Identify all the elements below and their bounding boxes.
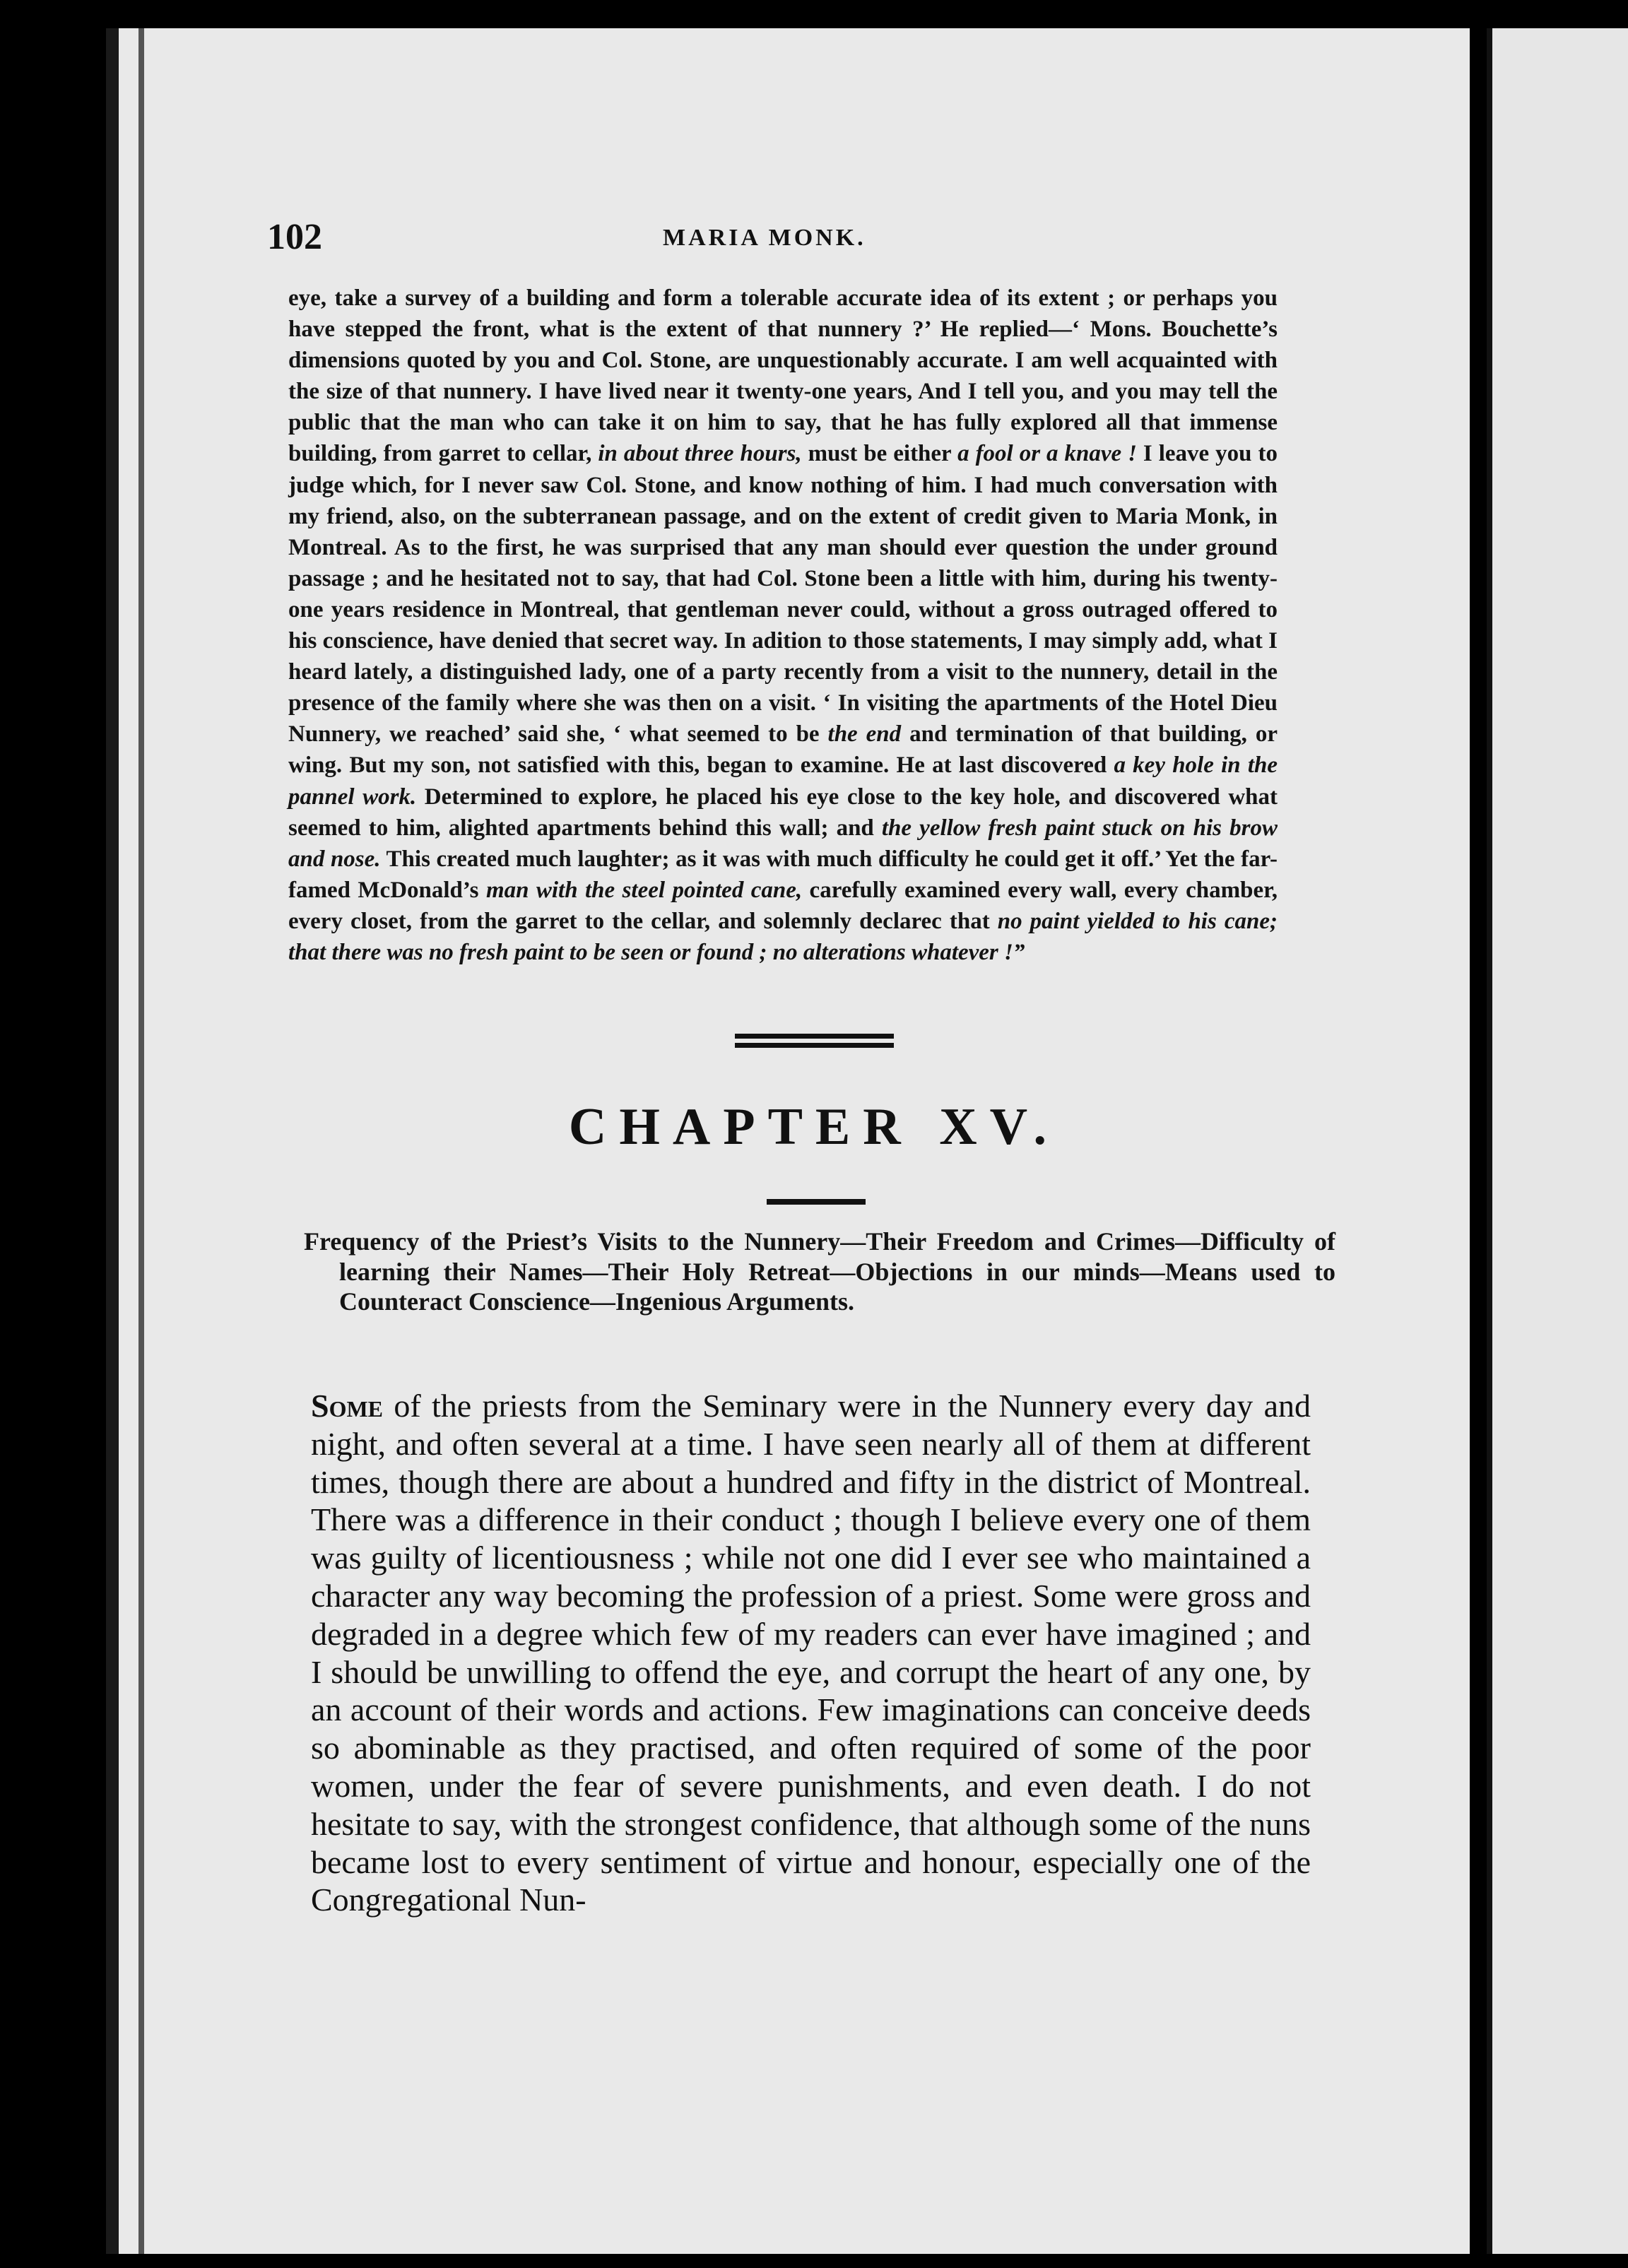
italic-run: man with the steel pointed cane,: [485, 877, 803, 903]
text-run: and termination of that building, or wing. But my son, not satisfied with this, began to examine. He at last discovered: [288, 721, 1278, 779]
page-header: [267, 216, 1292, 266]
text-run: Determined to explore, he placed his eye close to the key hole, and discovered what seemed to him, alighted apartments behind this wall; and: [288, 784, 1278, 841]
body-text-run: of the priests from the Seminary were in the Nunnery every day and night, and often several at a time. I have seen nearly all of them at different times, though there are about a hundred and fifty in the district of Montreal. There was a difference in their conduct ; though I believe every one of them was guilty of licentiousness ; while not one did I ever see who maintained a character any way becoming the profession of a priest. Some were gross and degraded in a degree which few of my readers can ever have imagined ; and I should be unwilling to offend the eye, and corrupt the heart of any one, by an account of their words and actions. Few imaginations can conceive deeds so abominable as they practised, and often required of some of the poor women, under the fear of severe punishments, and even death. I do not hesitate to say, with the strongest confidence, that although some of the nuns became lost to every sentiment of virtue and honour, especially one of the Congregational Nun-: [311, 1388, 1311, 1918]
text-run: eye, take a survey of a building and form a tolerable accurate idea of its extent ; or perhaps you have stepped the front, what is the extent of that nunnery ?’ He replied—‘ Mons. Bouchette’s dimensions quoted by you and Col. Stone, are unquestionably accurate. I am well acquainted with the size of that nunnery. I have lived near it twenty-one years, And I tell you, and you may tell the public that the man who can take it on him to say, that he has fully explored all that immense building, from garret to cellar,: [288, 285, 1278, 467]
running-head: MARIA MONK.: [663, 225, 866, 251]
italic-run: a key hole in the pannel work.: [288, 752, 1278, 810]
italic-run: no paint yielded to his cane; that there was no fresh paint to be seen or found ; no alterations whatever !”: [288, 908, 1278, 965]
page-number: 102: [267, 217, 322, 257]
italic-run: in about three hours,: [598, 441, 802, 467]
upper-paragraph-text: [288, 283, 1278, 968]
text-run: carefully examined every wall, every chamber, every closet, from the garret to the cellar, and solemnly declarec that: [288, 877, 1278, 934]
first-word: Some: [311, 1388, 384, 1424]
body-paragraph: [311, 1387, 1311, 1919]
chapter-short-rule: [767, 1199, 866, 1205]
chapter-divider-double-rule: [735, 1034, 894, 1052]
chapter-synopsis: Frequency of the Priest’s Visits to the Nunnery—Their Freedom and Crimes—Difficulty of learning their Names—Their Holy Retreat—Objections in our minds—Means used to Counteract Conscience—Ingenious Arguments.: [304, 1227, 1335, 1316]
italic-run: the yellow fresh paint stuck on his brow and nose.: [288, 815, 1278, 872]
chapter-title: CHAPTER XV.: [568, 1098, 1060, 1156]
text-run: This created much laughter; as it was with much difficulty he could get it off.’ Yet the far-famed McDonald’s: [288, 846, 1278, 903]
italic-run: a fool or a knave !: [957, 441, 1137, 467]
italic-run: the end: [827, 721, 902, 748]
text-run: must be either: [801, 441, 958, 467]
rule-line: [735, 1034, 894, 1039]
text-run: I leave you to judge which, for I never saw Col. Stone, and know nothing of him. I had much conversation with my friend, also, on the subterranean passage, and on the extent of credit given to Maria Monk, in Montreal. As to the first, he was surprised that any man should ever question the under ground passage ; and he hesitated not to say, that had Col. Stone been a little with him, during his twenty-one years residence in Montreal, that gentleman never could, without a gross outraged offered to his conscience, have denied that secret way. In adition to those statements, I may simply add, what I heard lately, a distinguished lady, one of a party recently from a visit to the nunnery, detail in the presence of the family where she was then on a visit. ‘ In visiting the apartments of the Hotel Dieu Nunnery, we reached’ said she, ‘ what seemed to be: [288, 441, 1278, 748]
body-paragraph-text: [311, 1387, 1311, 1919]
rule-line: [735, 1043, 894, 1048]
upper-paragraph: [288, 283, 1278, 968]
